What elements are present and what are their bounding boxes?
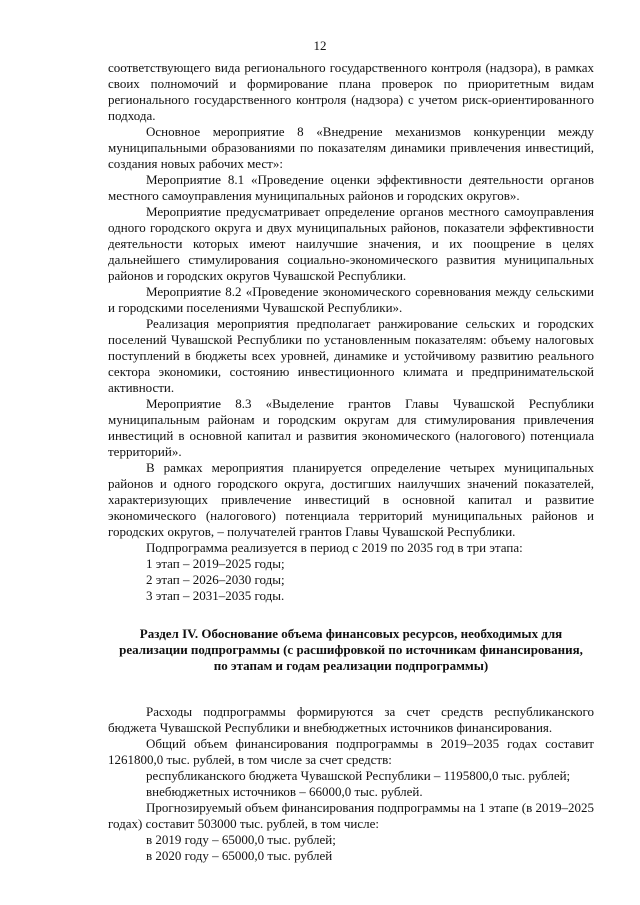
paragraph: Реализация мероприятия предполагает ранжирование сельских и городских поселений Чувашской Республики по установленным показателям: объему налоговых поступлений в бюджеты всех уровней, динамике и устойчивому развитию реального сектора экономики, состоянию инвестиционного климата и предпринимательской активности. — [108, 316, 594, 395]
paragraph: Подпрограмма реализуется в период с 2019 по 2035 год в три этапа: — [146, 540, 523, 555]
paragraph: внебюджетных источников – 66000,0 тыс. рублей. — [146, 784, 423, 799]
paragraph: Мероприятие 8.1 «Проведение оценки эффективности деятельности органов местного самоуправления муниципальных районов и городских округов». — [108, 172, 594, 203]
paragraph: республиканского бюджета Чувашской Республики – 1195800,0 тыс. рублей; — [146, 768, 571, 783]
page-number: 12 — [313, 38, 327, 53]
paragraph: Общий объем финансирования подпрограммы в 2019–2035 годах составит 1261800,0 тыс. рублей, в том числе за счет средств: — [108, 736, 594, 767]
paragraph: соответствующего вида регионального государственного контроля (надзора), в рамках своих полномочий и формирование плана проверок по приоритетным видам регионального государственного контроля (надзора) с учетом риск-ориентированного подхода. — [108, 60, 594, 123]
year-item: в 2019 году – 65000,0 тыс. рублей; — [146, 832, 336, 847]
stage-item: 2 этап – 2026–2030 годы; — [146, 572, 285, 587]
paragraph: Мероприятие предусматривает определение органов местного самоуправления одного городского округа и двух муниципальных районов, показатели эффективности деятельности которых имеют наилучшие значения, и их поощрение в целях дальнейшего стимулирования социально-экономического развития муниципальных районов и городских округов Чувашской Республики. — [108, 204, 594, 283]
stage-item: 1 этап – 2019–2025 годы; — [146, 556, 285, 571]
paragraph: В рамках мероприятия планируется определение четырех муниципальных районов и одного городского округа, достигших наилучших значений показателей, характеризующих привлечение инвестиций в основной капитал и развитие экономического (налогового) потенциала территорий муниципальных районов и городских округов, – получателей грантов Главы Чувашской Республики. — [108, 460, 594, 539]
paragraph: Мероприятие 8.2 «Проведение экономического соревнования между сельскими и городскими поселениями Чувашской Республики». — [108, 284, 594, 315]
stage-item: 3 этап – 2031–2035 годы. — [146, 588, 285, 603]
year-item: в 2020 году – 65000,0 тыс. рублей — [146, 848, 333, 863]
paragraph: Мероприятие 8.3 «Выделение грантов Главы Чувашской Республики муниципальным районам и городским округам для стимулирования привлечения инвестиций в основной капитал и развития экономического (налогового) потенциала территорий». — [108, 396, 594, 459]
page-body — [108, 60, 594, 864]
paragraph: Расходы подпрограммы формируются за счет средств республиканского бюджета Чувашской Республики и внебюджетных источников финансирования. — [108, 704, 594, 735]
paragraph: Основное мероприятие 8 «Внедрение механизмов конкуренции между муниципальными образованиями по показателям динамики привлечения инвестиций, создания новых рабочих мест»: — [108, 124, 594, 171]
paragraph: Прогнозируемый объем финансирования подпрограммы на 1 этапе (в 2019–2025 годах) составит 503000 тыс. рублей, в том числе: — [108, 800, 594, 831]
section-heading: Раздел IV. Обоснование объема финансовых ресурсов, необходимых для реализации подпрограммы (с расшифровкой по источникам финансирования, по этапам и годам реализации подпрограммы) — [119, 626, 583, 673]
